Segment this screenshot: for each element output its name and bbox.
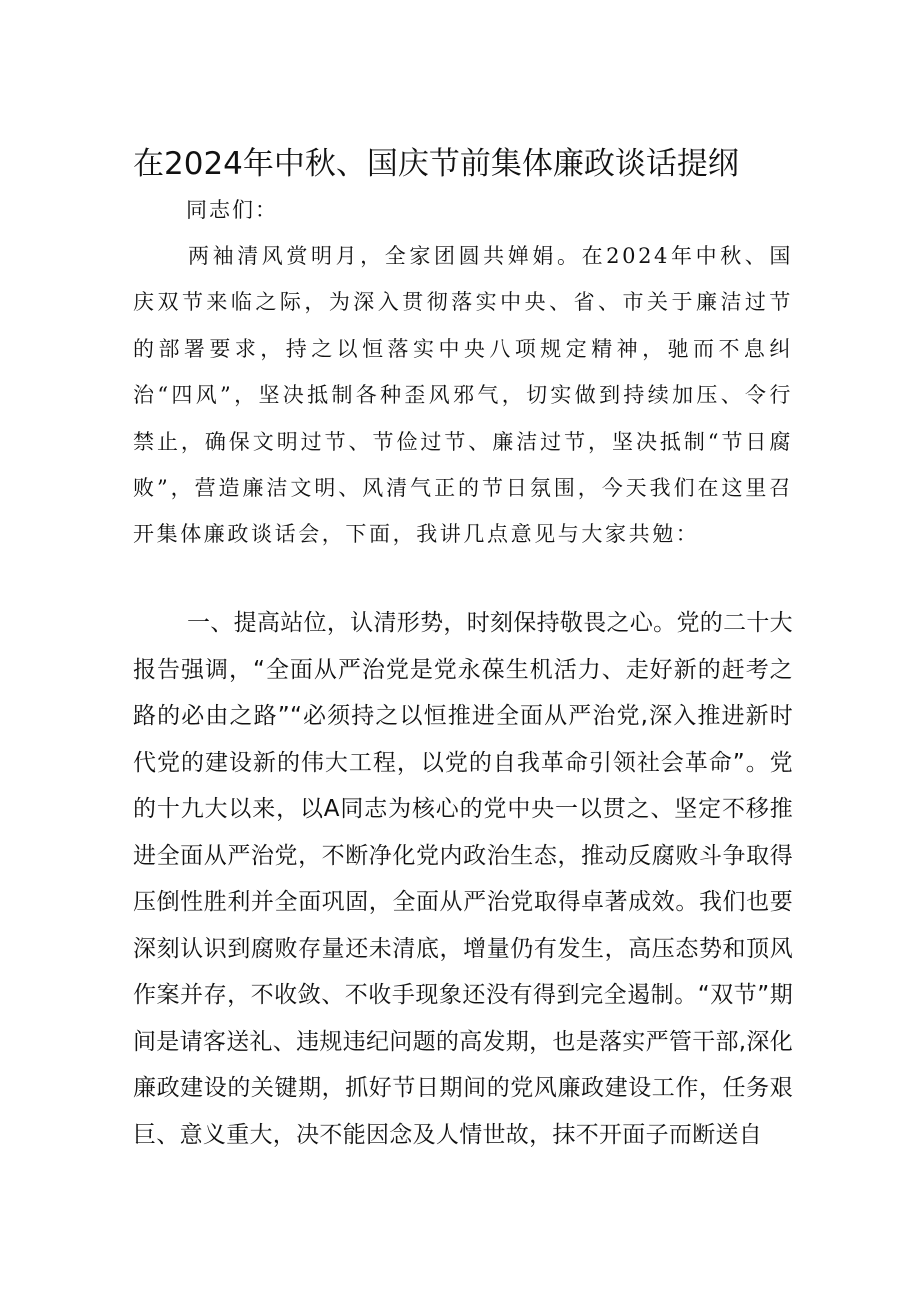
salutation: 同志们：	[186, 198, 278, 222]
document-title: 在2024年中秋、国庆节前集体廉政谈话提纲	[133, 146, 739, 182]
section-one-paragraph: 一、提高站位，认清形势，时刻保持敬畏之心。党的二十大报告强调，“全面从严治党是党永葆生机活力、走好新的赶考之路的必由之路”“必须持之以恒推进全面从严治党,深入推进新时代党的建设新的伟大工程，以党的自我革命引领社会革命”。党的十九大以来，以A同志为核心的党中央一以贯之、坚定不移推进全面从严治党，不断净化党内政治生态，推动反腐败斗争取得压倒性胜利并全面巩固，全面从严治党取得卓著成效。我们也要深刻认识到腐败存量还未清底，增量仍有发生，高压态势和顶风作案并存，不收敛、不收手现象还没有得到完全遏制。“双节”期间是请客送礼、违规违纪问题的高发期，也是落实严管干部,深化廉政建设的关键期，抓好节日期间的党风廉政建设工作，任务艰巨、意义重大，决不能因念及人情世故，抹不开面子而断送自	[133, 610, 794, 1148]
intro-paragraph: 两袖清风赏明月，全家团圆共婵娟。在2024年中秋、国庆双节来临之际，为深入贯彻落实中央、省、市关于廉洁过节的部署要求，持之以恒落实中央八项规定精神，驰而不息纠治“四风”，坚决抵制各种歪风邪气，切实做到持续加压、令行禁止，确保文明过节、节俭过节、廉洁过节，坚决抵制“节日腐败”，营造廉洁文明、风清气正的节日氛围，今天我们在这里召开集体廉政谈话会，下面，我讲几点意见与大家共勉：	[133, 244, 793, 547]
